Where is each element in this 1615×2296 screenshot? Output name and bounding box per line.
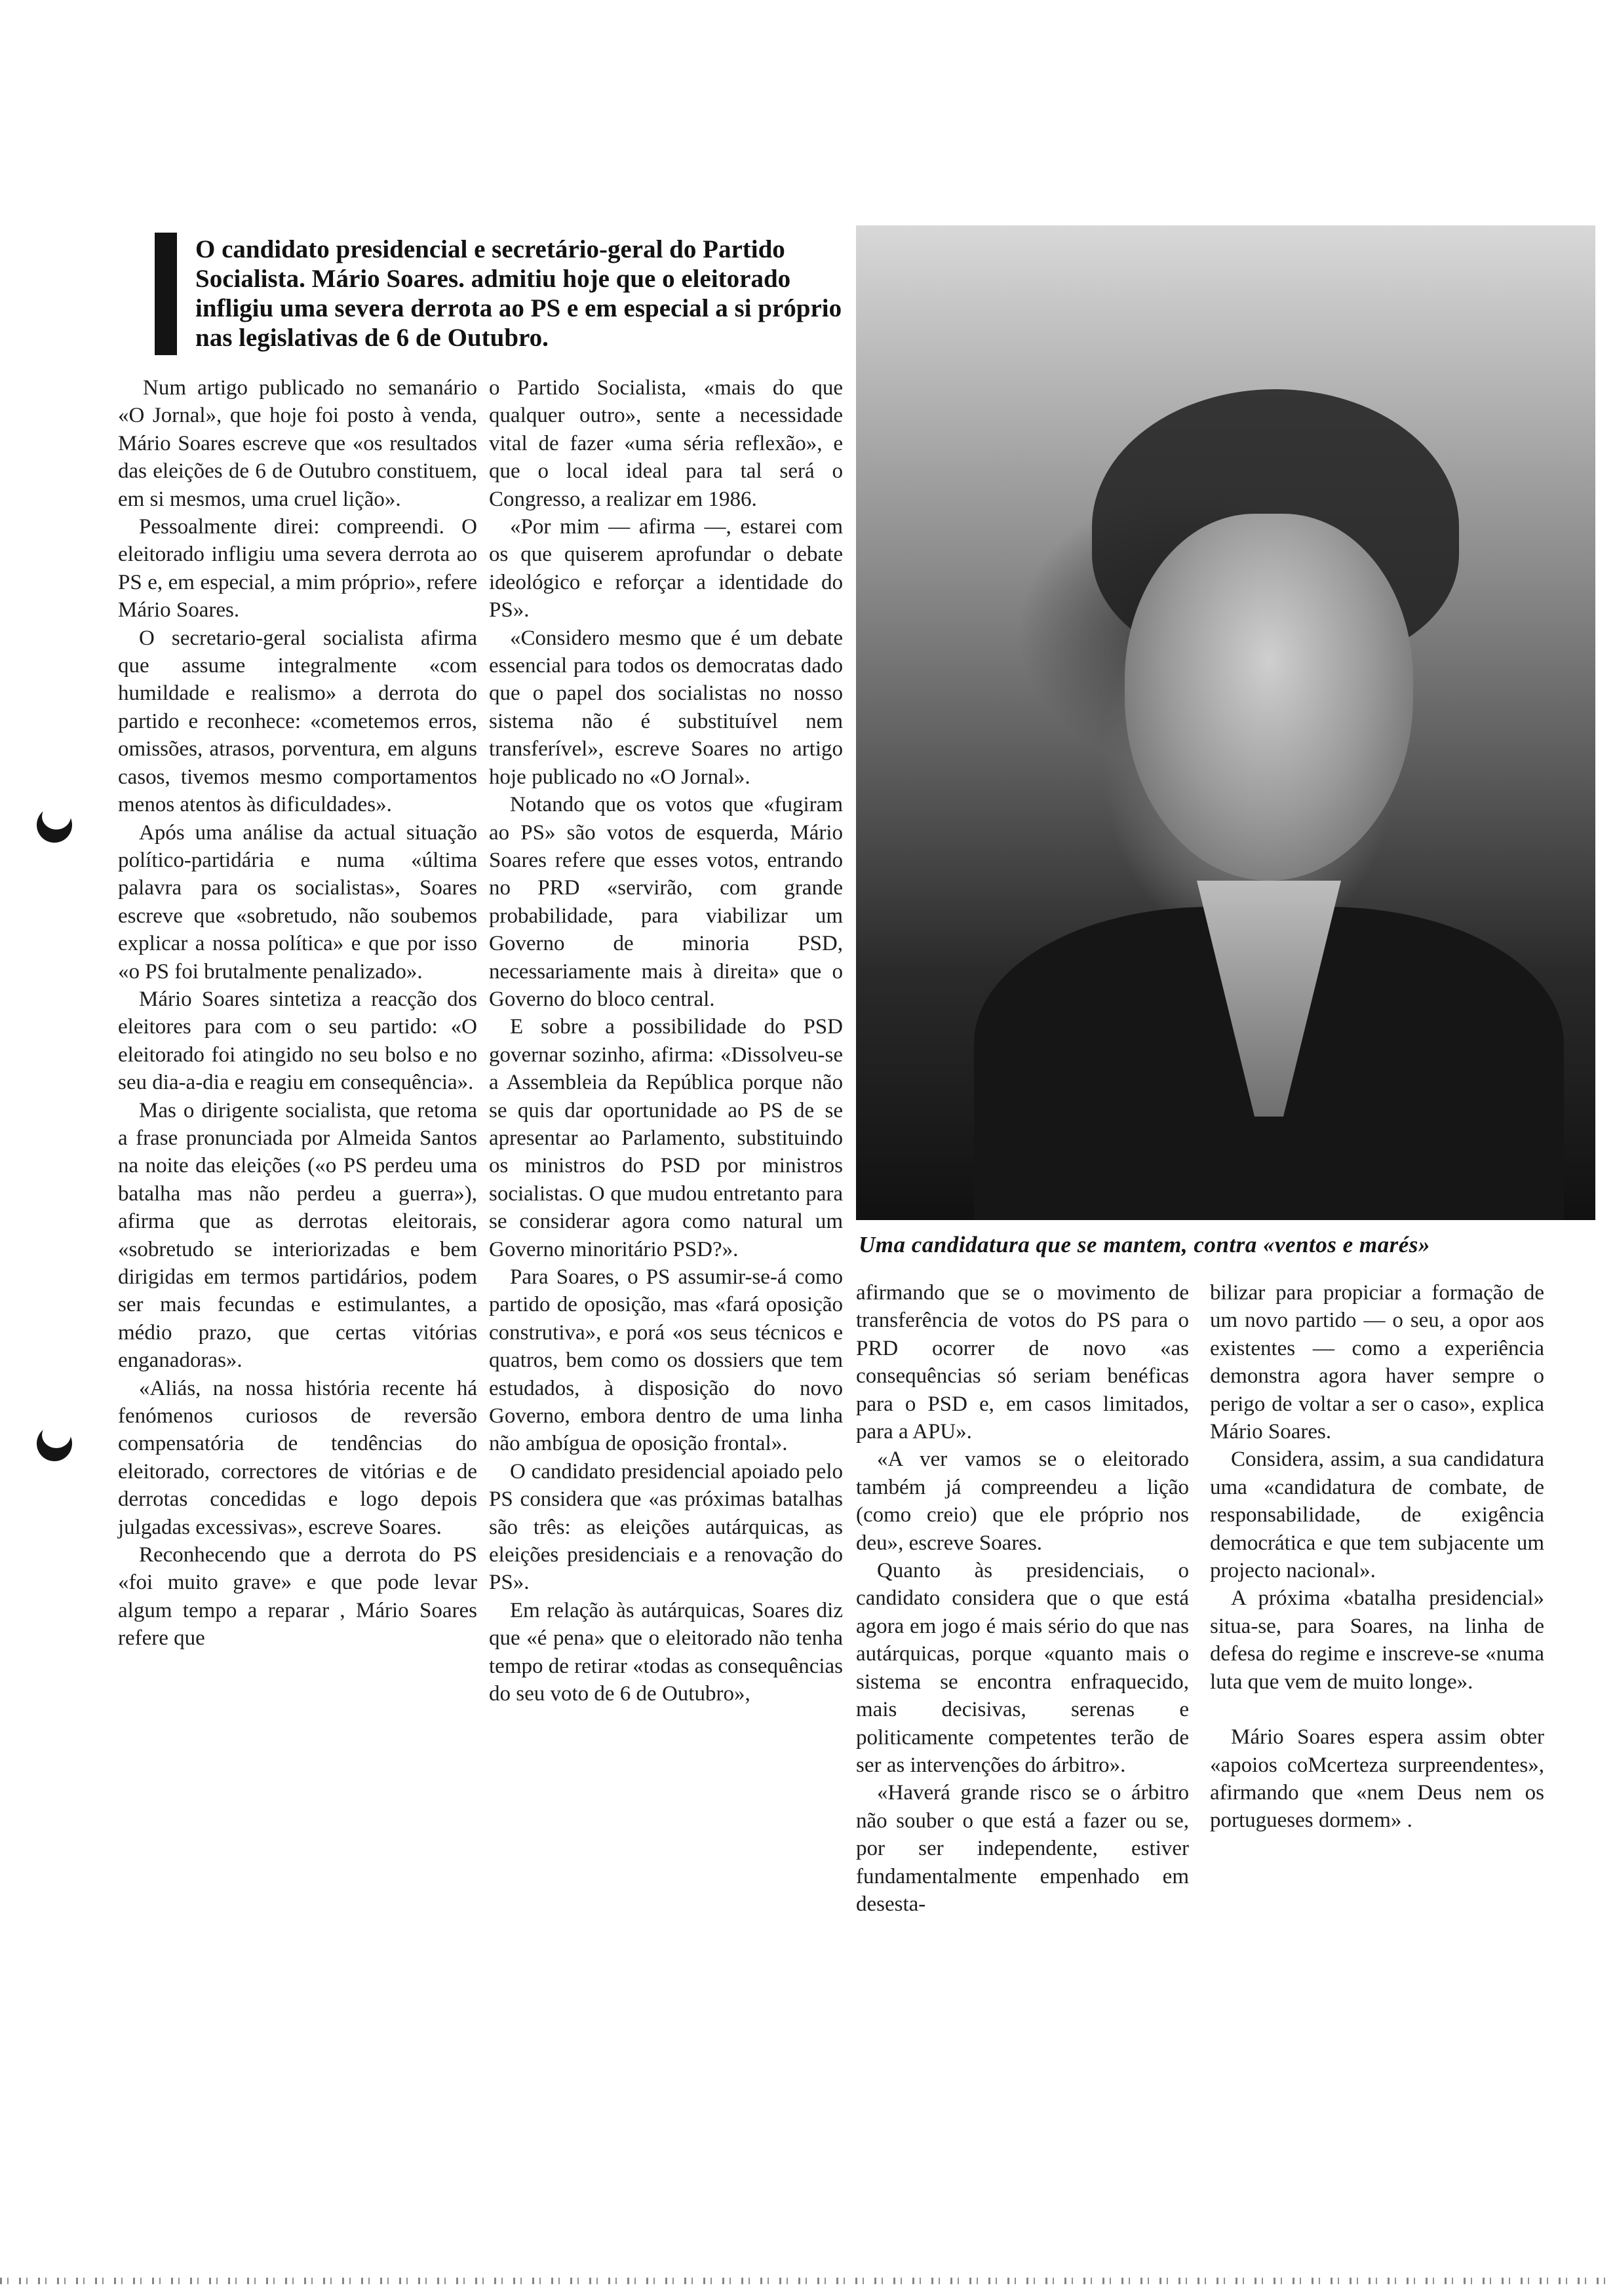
scan-edge-strip <box>0 2278 1615 2284</box>
paragraph: A próxima «batalha presidencial» situa-se, para Soares, na linha de defesa do regime e inscreve-se «numa luta que vem de muito longe». <box>1210 1586 1544 1694</box>
paragraph: «Considero mesmo que é um debate essencial para todos os democratas dado que o papel dos socialistas no nosso sistema não é substituível nem transferível», escreve Soares no artigo hoje publicado no «O Jornal». <box>489 626 843 789</box>
paragraph: Pessoalmente direi: compreendi. O eleitorado infligiu uma severa derrota ao PS e, em especial, a mim próprio», refere Mário Soares. <box>118 515 477 622</box>
punch-hole-mark <box>37 1426 72 1461</box>
punch-hole-mark <box>37 807 72 843</box>
paragraph: bilizar para propiciar a formação de um novo partido — o seu, a opor aos existentes — como a experiência demonstra agora haver sempre o perigo de voltar a ser o caso», explica Mário Soares. <box>1210 1281 1544 1444</box>
article-column-3 <box>856 1279 1189 1918</box>
article-column-4 <box>1210 1279 1544 1835</box>
paragraph: Quanto às presidenciais, o candidato considera que o que está agora em jogo é mais sério do que nas autárquicas, porque «quanto mais o sistema se encontra enfraquecido, mais decisivas, serenas e politicamente competentes terão de ser as intervenções do árbitro». <box>856 1559 1189 1777</box>
article-column-2 <box>489 374 843 1708</box>
paragraph: «A ver vamos se o eleitorado também já compreendeu a lição (como creio) que ele próprio nos deu», escreve Soares. <box>856 1447 1189 1555</box>
photo-face-shape <box>1125 514 1413 881</box>
article-lead: O candidato presidencial e secretário-geral do Partido Socialista. Mário Soares. admitiu hoje que o eleitorado infligiu uma severa derrota ao PS e em especial a si próprio nas legislativas de 6 de Outubro. <box>195 235 842 352</box>
article-column-1 <box>118 374 477 1653</box>
paragraph: «Aliás, na nossa história recente há fenómenos curiosos de reversão compensatória de tendências do eleitorado, correctores de vitórias e de derrotas concedidas e logo depois julgadas excessivas», escreve Soares. <box>118 1376 477 1539</box>
paragraph: Em relação às autárquicas, Soares diz que «é pena» que o eleitorado não tenha tempo de retirar «todas as consequências do seu voto de 6 de Outubro», <box>489 1598 843 1706</box>
paragraph: «Haverá grande risco se o árbitro não souber o que está a fazer ou se, por ser independente, estiver fundamentalmente empenhado em desesta- <box>856 1781 1189 1916</box>
paragraph: Mas o dirigente socialista, que retoma a frase pronunciada por Almeida Santos na noite das eleições («o PS perdeu uma batalha mas não perdeu a guerra»), afirma que as derrotas eleitorais, «sobretudo se interiorizadas e bem dirigidas em termos partidários, podem ser mais fecundas e estimulantes, a médio prazo, que certas vitórias enganadoras». <box>118 1098 477 1373</box>
paragraph: afirmando que se o movimento de transferência de votos do PS para o PRD ocorrer de novo «as consequências só seriam benéficas para o PSD e, em casos limitados, para a APU». <box>856 1281 1189 1444</box>
paragraph: «Por mim — afirma —, estarei com os que quiserem aprofundar o debate ideológico e reforçar a identidade do PS». <box>489 515 843 622</box>
paragraph: Considera, assim, a sua candidatura uma «candidatura de combate, de responsabilidade, de exigência democrática e que tem subjacente um projecto nacional». <box>1210 1447 1544 1583</box>
paragraph: Mário Soares sintetiza a reacção dos eleitores para com o seu partido: «O eleitorado foi atingido no seu bolso e no seu dia-a-dia e reagiu em consequência». <box>118 987 477 1095</box>
paragraph: Num artigo publicado no semanário «O Jornal», que hoje foi posto à venda, Mário Soares escreve que «os resultados das eleições de 6 de Outubro constituem, em si mesmos, uma cruel lição». <box>118 376 477 511</box>
paragraph: Após uma análise da actual situação político-partidária e numa «última palavra para os socialistas», Soares escreve que «sobretudo, não soubemos explicar a nossa política» e que por isso «o PS foi brutalmente penalizado». <box>118 820 477 984</box>
paragraph: O secretario-geral socialista afirma que assume integralmente «com humildade e realismo» a derrota do partido e reconhece: «cometemos erros, omissões, atrasos, porventura, em alguns casos, tivemos mesmo comportamentos menos atentos às dificuldades». <box>118 626 477 817</box>
photo-caption: Uma candidatura que se mantem, contra «ventos e marés» <box>859 1232 1430 1257</box>
paragraph: Para Soares, o PS assumir-se-á como partido de oposição, mas «fará oposição construtiva», e porá «os seus técnicos e quatros, bem como os dossiers que tem estudados, à disposição do novo Governo, embora dentro de uma linha não ambígua de oposição frontal». <box>489 1265 843 1456</box>
paragraph: Reconhecendo que a derrota do PS «foi muito grave» e que pode levar algum tempo a reparar , Mário Soares refere que <box>118 1543 477 1651</box>
paragraph: E sobre a possibilidade do PSD governar sozinho, afirma: «Dissolveu-se a Assembleia da República porque não se quis dar oportunidade ao PS de se apresentar ao Parlamento, substituindo os ministros do PSD por ministros socialistas. O que mudou entretanto para se considerar agora como natural um Governo minoritário PSD?». <box>489 1015 843 1261</box>
paragraph: Notando que os votos que «fugiram ao PS» são votos de esquerda, Mário Soares refere que esses votos, entrando no PRD «servirão, com grande probabilidade, para viabilizar um Governo de minoria PSD, necessariamente mais à direita» que o Governo do bloco central. <box>489 793 843 1011</box>
portrait-photo <box>856 225 1595 1220</box>
paragraph: Mário Soares espera assim obter «apoios coMcerteza surpreendentes», afirmando que «nem Deus nem os portugueses dormem» . <box>1210 1725 1544 1833</box>
paragraph: O candidato presidencial apoiado pelo PS considera que «as próximas batalhas são três: as eleições autárquicas, as eleições presidenciais e a renovação do PS». <box>489 1459 843 1595</box>
lead-marker-bar <box>155 233 177 355</box>
paragraph: o Partido Socialista, «mais do que qualquer outro», sente a necessidade vital de fazer «uma séria reflexão», e que o local ideal para tal será o Congresso, a realizar em 1986. <box>489 376 843 511</box>
